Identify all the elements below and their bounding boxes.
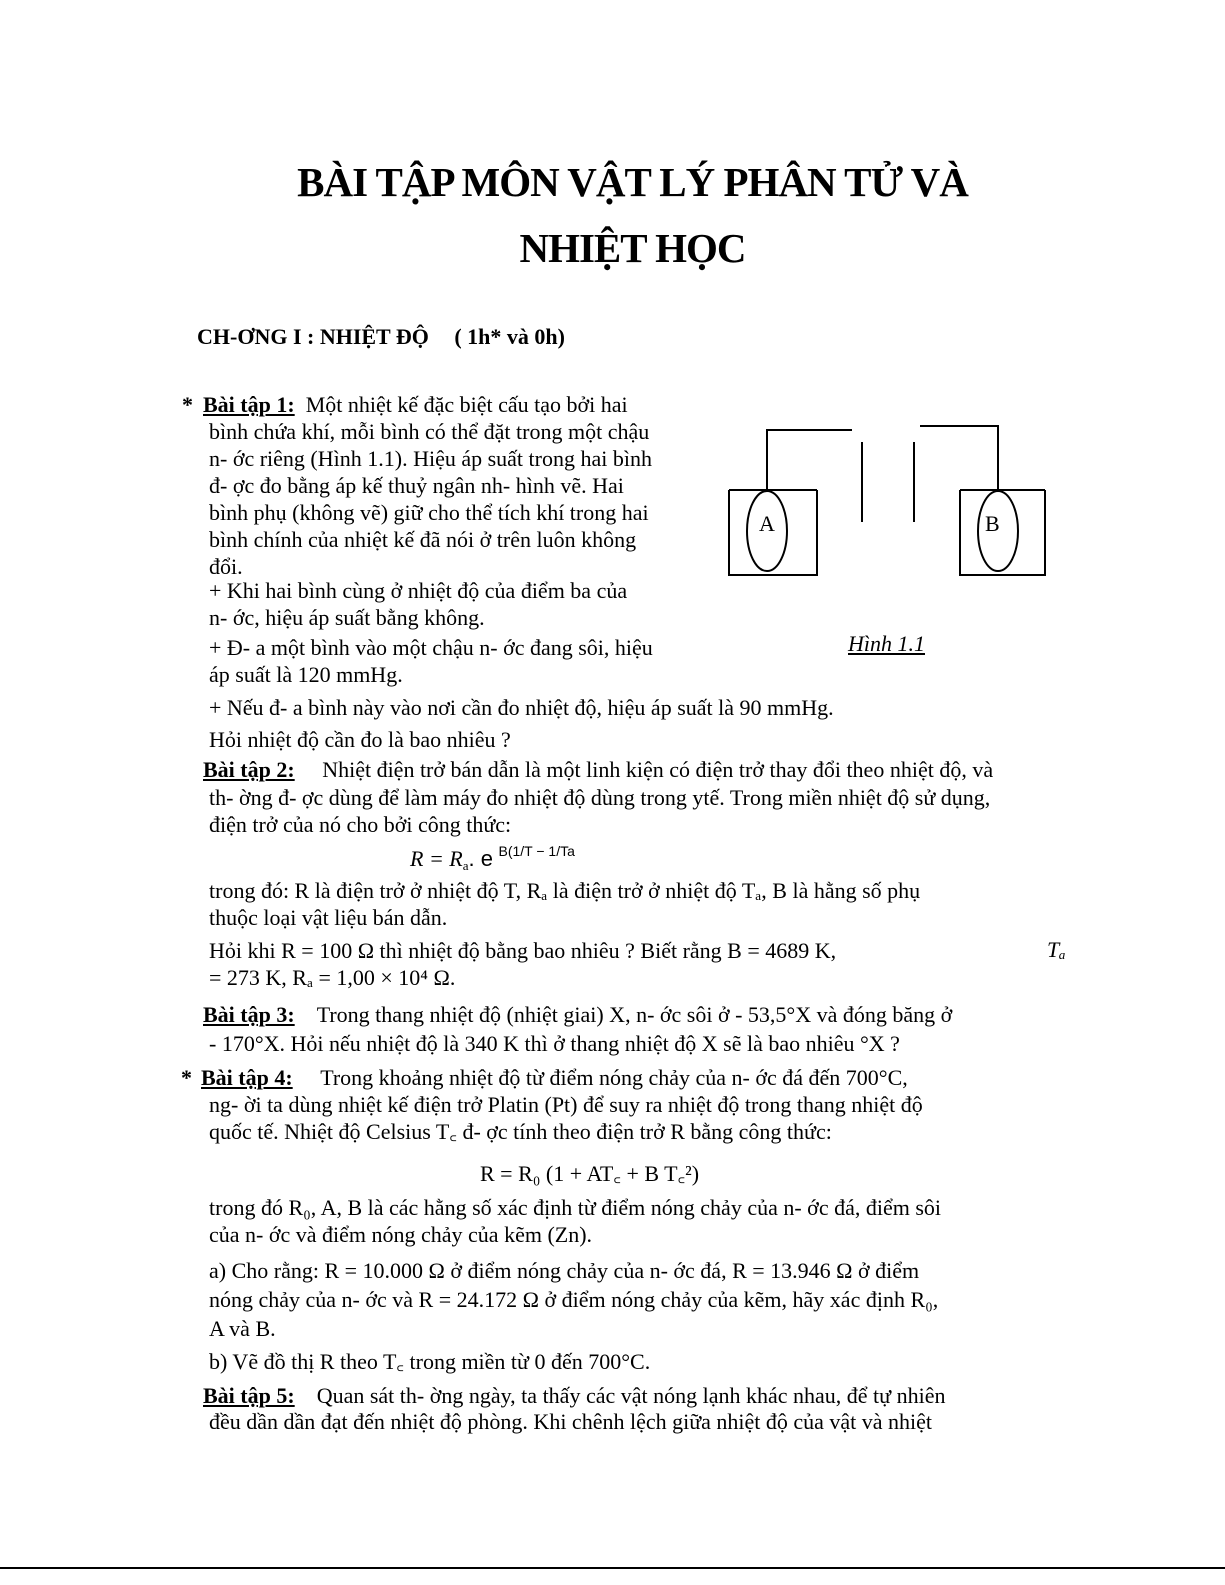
ex4-where [209, 1194, 1069, 1248]
ex1-body [203, 391, 689, 418]
document-title-line1: BÀI TẬP MÔN VẬT LÝ PHÂN TỬ VÀ [297, 159, 968, 205]
ex1-line: đổi. [209, 554, 243, 579]
ex4-where-line: trong đó R₀, A, B là các hằng số xác định từ điểm nóng chảy của n- ớc đá, điểm sôi [209, 1195, 942, 1220]
chapter-label: CH-ƠNG I : NHIỆT ĐỘ [197, 324, 429, 349]
ex1-para2-line: + Khi hai bình cùng ở nhiệt độ của điểm ba của [209, 578, 628, 603]
ex1-line: n- ớc riêng (Hình 1.1). Hiệu áp suất trong hai bình [209, 446, 652, 471]
chapter-heading [197, 324, 565, 350]
ex2-question-line: = 273 K, Rₐ = 1,00 × 10⁴ Ω. [209, 965, 456, 990]
ex1-para3-line: + Đ- a một bình vào một chậu n- ớc đang sôi, hiệu [209, 635, 653, 660]
ex5-body [203, 1382, 1069, 1409]
page-bottom-rule [0, 1567, 1225, 1569]
ex1-para2-line: n- ớc, hiệu áp suất bằng không. [209, 605, 485, 630]
ex2-line: Nhiệt điện trở bán dẫn là một linh kiện có điện trở thay đổi theo nhiệt độ, và [322, 757, 994, 782]
ex2-question-line: Hỏi khi R = 100 Ω thì nhiệt độ bằng bao nhiêu ? Biết rằng B = 4689 K, [209, 938, 837, 963]
ex4-a-line: a) Cho rằng: R = 10.000 Ω ở điểm nóng chảy của n- ớc đá, R = 13.946 Ω ở điểm [209, 1258, 920, 1283]
chapter-hours: ( 1h* và 0h) [454, 324, 565, 349]
ex2-body [203, 756, 1069, 783]
ex5-line: Quan sát th- ờng ngày, ta thấy các vật nóng lạnh khác nhau, để tự nhiên [316, 1383, 946, 1408]
ex5-body-cont: đều dần dần đạt đến nhiệt độ phòng. Khi chênh lệch giữa nhiệt độ của vật và nhiệt [209, 1409, 933, 1434]
ex3-body-cont: - 170°X. Hỏi nếu nhiệt độ là 340 K thì ở thang nhiệt độ X sẽ là bao nhiêu °X ? [209, 1031, 900, 1056]
ex1-body-cont [209, 418, 689, 580]
ex2-line: th- ờng đ- ợc dùng để làm máy đo nhiệt độ dùng trong ytế. Trong miền nhiệt độ sử dụng, [209, 785, 991, 810]
ex4-part-a [209, 1256, 1069, 1343]
ex4-body-cont [209, 1091, 1069, 1145]
container-right [960, 490, 1045, 575]
ex4-star: * [181, 1065, 192, 1090]
ex1-star: * [182, 392, 193, 417]
ex1-line: Một nhiệt kế đặc biệt cấu tạo bởi hai [305, 392, 628, 417]
formula-exponent: B(1/T − 1/T [498, 843, 568, 859]
ex2-line: điện trở của nó cho bởi công thức: [209, 812, 512, 837]
ex4-label: Bài tập 4: [201, 1065, 293, 1090]
ex4-where-line: của n- ớc và điểm nóng chảy của kẽm (Zn). [209, 1222, 593, 1247]
figure-label-a: A [759, 511, 775, 536]
ex2-question [209, 937, 1069, 991]
formula-exponent-end: a [567, 843, 575, 859]
figure-1-1 [722, 422, 1062, 592]
ex4-a-line: nóng chảy của n- ớc và R = 24.172 Ω ở điểm nóng chảy của kẽm, hãy xác định R₀, [209, 1287, 939, 1312]
ex2-ta: Tₐ [1047, 937, 1066, 962]
ex2-where-line: trong đó: R là điện trở ở nhiệt độ T, Rₐ là điện trở ở nhiệt độ Tₐ, B là hằng số phụ [209, 878, 921, 903]
ex1-para4: + Nếu đ- a bình này vào nơi cần đo nhiệt độ, hiệu áp suất là 90 mmHg. [209, 695, 834, 720]
ex3-label: Bài tập 3: [203, 1002, 295, 1027]
ex2-label: Bài tập 2: [203, 757, 295, 782]
tube-left [767, 430, 852, 491]
ex5-label: Bài tập 5: [203, 1383, 295, 1408]
formula-r: R = R [410, 846, 463, 871]
ex4-body [201, 1064, 1069, 1091]
ex1-para3-line: áp suất là 120 mmHg. [209, 662, 403, 687]
ex2-formula [410, 843, 575, 873]
ex4-formula: R = R₀ (1 + AT꜀ + B T꜀²) [480, 1161, 700, 1186]
ex4-part-b: b) Vẽ đồ thị R theo T꜀ trong miền từ 0 đến 700°C. [209, 1349, 651, 1374]
ex2-body-cont [209, 784, 1069, 838]
ex1-question: Hỏi nhiệt độ cần đo là bao nhiêu ? [209, 727, 511, 752]
ex3-body [203, 1001, 1073, 1028]
ex1-para3 [209, 634, 689, 688]
formula-sub: a [462, 858, 469, 873]
ex1-line: bình chính của nhiệt kế đã nói ở trên luôn không [209, 527, 637, 552]
document-title-line2: NHIỆT HỌC [519, 225, 746, 271]
ex1-label: Bài tập 1: [203, 392, 295, 417]
ex4-line: quốc tế. Nhiệt độ Celsius T꜀ đ- ợc tính theo điện trở R bằng công thức: [209, 1119, 832, 1144]
ex2-where-line: thuộc loại vật liệu bán dẫn. [209, 905, 448, 930]
figure-label-b: B [985, 511, 1000, 536]
ex1-para2 [209, 577, 689, 631]
ex2-where [209, 877, 1069, 931]
ex1-line: bình chứa khí, mỗi bình có thể đặt trong một chậu [209, 419, 650, 444]
formula-e: . e [468, 846, 493, 871]
ex4-line: ng- ời ta dùng nhiệt kế điện trở Platin (Pt) để suy ra nhiệt độ trong thang nhiệt độ [209, 1092, 923, 1117]
ex4-a-line: A và B. [209, 1316, 276, 1341]
ex1-line: bình phụ (không vẽ) giữ cho thể tích khí trong hai [209, 500, 649, 525]
figure-caption: Hình 1.1 [848, 631, 925, 656]
ex3-line: Trong thang nhiệt độ (nhiệt giai) X, n- ớc sôi ở - 53,5°X và đóng băng ở [316, 1002, 953, 1027]
ex4-line: Trong khoảng nhiệt độ từ điểm nóng chảy của n- ớc đá đến 700°C, [320, 1065, 908, 1090]
tube-right [920, 426, 998, 492]
ex1-line: đ- ợc đo bằng áp kế thuỷ ngân nh- hình vẽ. Hai [209, 473, 624, 498]
